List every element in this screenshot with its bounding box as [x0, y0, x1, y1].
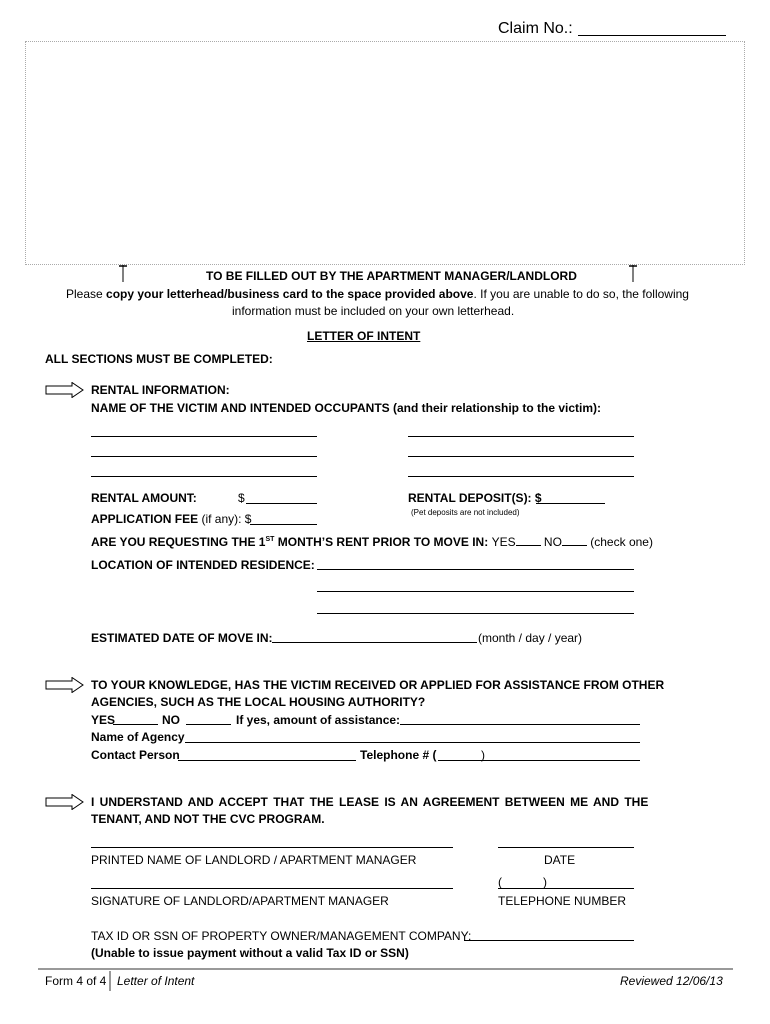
landlord-telephone-label: TELEPHONE NUMBER — [498, 894, 627, 908]
footer-divider — [38, 968, 733, 970]
fill-out-instruction: TO BE FILLED OUT BY THE APARTMENT MANAGER/LANDLORD — [206, 269, 577, 283]
claim-label: Claim No.: — [498, 20, 573, 37]
signature-field[interactable] — [91, 888, 453, 889]
signature-label: SIGNATURE OF LANDLORD/APARTMENT MANAGER — [91, 894, 389, 908]
footer-separator — [109, 971, 111, 991]
assistance-no-label: NO — [162, 713, 180, 727]
assistance-question: TO YOUR KNOWLEDGE, HAS THE VICTIM RECEIVED OR APPLIED FOR ASSISTANCE FROM OTHER — [91, 678, 665, 692]
up-arrow-icon — [118, 262, 128, 282]
date-label: DATE — [544, 853, 576, 867]
footer-form-name: Letter of Intent — [117, 974, 195, 988]
assistance-yes-label: YES — [91, 713, 116, 727]
landlord-telephone-field[interactable] — [498, 888, 634, 889]
first-month-text-b: MONTH’S RENT PRIOR TO MOVE IN: — [274, 535, 492, 549]
rental-amount-label: RENTAL AMOUNT: — [91, 491, 197, 505]
occupant-field[interactable] — [408, 436, 634, 437]
application-fee-label: APPLICATION FEE — [91, 512, 199, 526]
agreement-statement-line2: TENANT, AND NOT THE CVC PROGRAM. — [91, 812, 325, 826]
footer-form-number: Form 4 of 4 — [45, 974, 107, 988]
occupant-field[interactable] — [408, 476, 634, 477]
location-field[interactable] — [317, 569, 634, 570]
tax-id-note: (Unable to issue payment without a valid Tax ID or SSN) — [91, 946, 409, 960]
rental-deposit-field[interactable] — [536, 503, 605, 504]
instruction-bold: copy your letterhead/business card to the space provided above — [106, 287, 474, 301]
application-fee — [91, 512, 251, 526]
printed-name-label: PRINTED NAME OF LANDLORD / APARTMENT MANAGER — [91, 853, 417, 867]
letterhead-instruction — [66, 287, 689, 301]
agency-name-field[interactable] — [185, 742, 640, 743]
assistance-amount-label: If yes, amount of assistance: — [236, 713, 401, 727]
assistance-question-line2: AGENCIES, SUCH AS THE LOCAL HOUSING AUTHORITY? — [91, 695, 426, 709]
printed-name-field[interactable] — [91, 847, 453, 848]
date-field[interactable] — [498, 847, 634, 848]
instruction-please: Please — [66, 287, 107, 301]
first-month-yes-field[interactable] — [516, 534, 541, 546]
letterhead-area[interactable] — [25, 41, 745, 265]
pet-deposit-note: (Pet deposits are not included) — [411, 508, 520, 517]
phone-paren-close: ) — [543, 875, 547, 889]
telephone-field[interactable] — [438, 760, 640, 761]
page-title: LETTER OF INTENT — [307, 329, 421, 343]
occupant-field[interactable] — [91, 436, 317, 437]
move-in-label: ESTIMATED DATE OF MOVE IN: — [91, 631, 273, 645]
contact-person-label: Contact Person — [91, 748, 180, 762]
occupant-field[interactable] — [408, 456, 634, 457]
right-arrow-icon — [45, 382, 85, 398]
occupant-field[interactable] — [91, 476, 317, 477]
occupant-field[interactable] — [91, 456, 317, 457]
move-in-date-field[interactable] — [272, 642, 477, 643]
phone-paren-open: ( — [498, 875, 502, 889]
rental-deposit-label: RENTAL DEPOSIT(S): $ — [408, 491, 542, 505]
footer-reviewed: Reviewed 12/06/13 — [620, 974, 723, 988]
agency-name-label: Name of Agency — [91, 730, 185, 744]
location-field[interactable] — [317, 613, 634, 614]
tax-id-field[interactable] — [464, 940, 634, 941]
assistance-amount-field[interactable] — [400, 724, 640, 725]
claim-number-field[interactable] — [578, 35, 726, 36]
all-sections-note: ALL SECTIONS MUST BE COMPLETED: — [45, 352, 273, 366]
instruction-rest: . If you are unable to do so, the following — [473, 287, 689, 301]
move-in-date-format: (month / day / year) — [478, 631, 583, 645]
contact-person-field[interactable] — [178, 760, 356, 761]
first-month-yes: YES — [491, 535, 516, 549]
location-field[interactable] — [317, 591, 634, 592]
first-month-text-a: ARE YOU REQUESTING THE 1 — [91, 535, 266, 549]
claim-number — [498, 20, 573, 38]
rental-amount-dollar: $ — [238, 491, 245, 505]
first-month-no: NO — [543, 535, 562, 549]
assistance-yes-field[interactable] — [113, 724, 158, 725]
assistance-no-field[interactable] — [186, 724, 231, 725]
rental-heading: RENTAL INFORMATION: — [91, 383, 230, 397]
first-month-no-field[interactable] — [562, 534, 587, 546]
telephone-close-paren: ) — [481, 748, 485, 762]
letterhead-instruction-line2: information must be included on your own letterhead. — [232, 304, 515, 318]
check-one: (check one) — [590, 535, 653, 549]
right-arrow-icon — [45, 794, 85, 810]
application-fee-any: (if any): $ — [198, 512, 252, 526]
location-label: LOCATION OF INTENDED RESIDENCE: — [91, 558, 315, 572]
tax-id-label: TAX ID OR SSN OF PROPERTY OWNER/MANAGEMENT COMPANY: — [91, 929, 472, 943]
agreement-statement: I UNDERSTAND AND ACCEPT THAT THE LEASE IS AN AGREEMENT BETWEEN ME AND THE — [91, 795, 649, 809]
telephone-label: Telephone # ( — [360, 748, 437, 762]
first-month-question — [91, 533, 653, 549]
right-arrow-icon — [45, 677, 85, 693]
application-fee-field[interactable] — [250, 524, 317, 525]
up-arrow-icon — [628, 262, 638, 282]
victim-occupants-label: NAME OF THE VICTIM AND INTENDED OCCUPANTS (and their relationship to the victim): — [91, 401, 602, 415]
first-month-sup: ST — [265, 536, 275, 543]
rental-amount-field[interactable] — [246, 503, 317, 504]
